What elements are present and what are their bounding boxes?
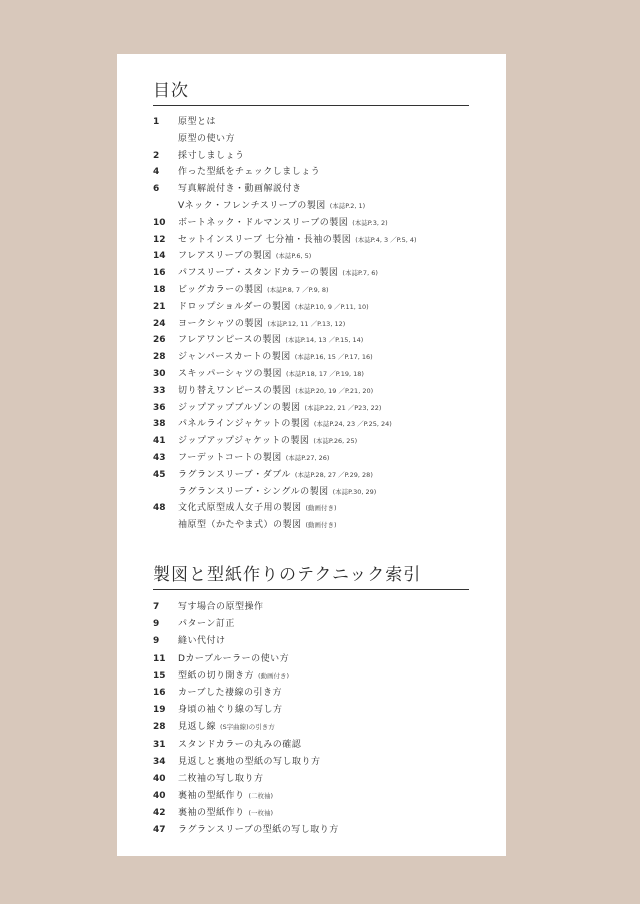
entry-reference: (動画付き) [258, 671, 290, 680]
toc-entry [153, 215, 469, 232]
index-entry [153, 685, 469, 702]
page-number: 30 [153, 368, 166, 379]
toc-entry [153, 450, 469, 467]
page-number [153, 198, 178, 215]
page-number: 24 [153, 318, 166, 329]
page-number [153, 517, 178, 534]
page-number: 45 [153, 469, 166, 480]
toc-entry [153, 248, 469, 265]
index-entry [153, 616, 469, 633]
toc-entry [153, 148, 469, 165]
entry-title: 写真解説付き・動画解説付き [178, 184, 302, 195]
entry-title: 採寸しましょう [178, 150, 245, 161]
page-number: 48 [153, 503, 166, 514]
entry-title: 袖原型（かたやま式）の製図 [178, 520, 302, 531]
page-number: 12 [153, 234, 166, 245]
entry-reference: (本誌P.22, 21 ／P23, 22) [304, 403, 382, 412]
entry-title: 身頃の袖ぐり線の写し方 [178, 705, 283, 716]
entry-reference: (本誌P.4, 3 ／P.5, 4) [355, 235, 417, 244]
entry-title: パネルラインジャケットの製図 [178, 419, 310, 430]
toc-title: 目次 [153, 76, 469, 106]
toc-entry [153, 164, 469, 181]
entry-reference: (本誌P.3, 2) [352, 218, 388, 227]
entry-title: ジップアップブルゾンの製図 [178, 402, 301, 413]
entry-reference: (本誌P.6, 5) [275, 252, 312, 261]
page-number: 9 [153, 636, 160, 647]
entry-reference: (一枚袖) [248, 809, 274, 818]
toc-entry [153, 500, 469, 517]
entry-reference: (本誌P.16, 15 ／P.17, 16) [294, 353, 373, 362]
toc-entry [153, 282, 469, 299]
page-number: 36 [153, 402, 166, 413]
entry-title: スタンドカラーの丸みの確認 [178, 739, 302, 750]
entry-reference: (本誌P.30, 29) [332, 487, 377, 496]
page-number: 28 [153, 352, 166, 363]
toc-list [153, 114, 469, 534]
index-list [153, 599, 469, 840]
entry-title: フーデットコートの製図 [178, 452, 282, 463]
entry-reference: (本誌P.2, 1) [329, 201, 366, 210]
entry-title: 裏袖の型紙作り [178, 808, 245, 819]
entry-reference: (二枚袖) [248, 792, 274, 801]
index-entry [153, 668, 469, 685]
entry-title: ラグランスリーブ・ダブル [178, 469, 291, 480]
entry-reference: (本誌P.14, 13 ／P.15, 14) [285, 336, 364, 345]
page-number: 4 [153, 167, 160, 178]
toc-entry [153, 181, 469, 198]
entry-reference: (本誌P.20, 19 ／P.21, 20) [295, 386, 374, 395]
index-entry [153, 754, 469, 771]
entry-title: 見返し線 [178, 722, 217, 733]
index-entry [153, 651, 469, 668]
page-number: 19 [153, 705, 166, 716]
entry-title: 原型の使い方 [178, 133, 236, 144]
entry-title: 二枚袖の写し取り方 [178, 773, 264, 784]
page-number: 38 [153, 419, 166, 430]
entry-title: フレアスリーブの製図 [178, 251, 272, 262]
page-number: 43 [153, 452, 166, 463]
entry-title: Dカーブルーラーの使い方 [178, 653, 290, 664]
toc-entry [153, 198, 469, 215]
page-number: 47 [153, 825, 166, 836]
entry-reference: (本誌P.8, 7 ／P.9, 8) [267, 285, 329, 294]
page-number: 34 [153, 756, 166, 767]
document-page [117, 54, 506, 856]
entry-title: ドロップショルダーの製図 [178, 301, 291, 312]
toc-entry [153, 416, 469, 433]
entry-title: ジップアップジャケットの製図 [178, 436, 310, 447]
page-number: 16 [153, 687, 166, 698]
page-number: 40 [153, 773, 166, 784]
entry-title: Vネック・フレンチスリーブの製図 [178, 200, 326, 211]
page-number: 14 [153, 251, 166, 262]
entry-title: 型紙の切り開き方 [178, 670, 255, 681]
page-number: 2 [153, 150, 160, 161]
page-number: 1 [153, 117, 160, 127]
toc-entry [153, 131, 469, 148]
index-title: 製図と型紙作りのテクニック索引 [153, 560, 469, 590]
entry-reference: (本誌P.28, 27 ／P.29, 28) [294, 470, 373, 479]
page-number: 9 [153, 619, 160, 630]
entry-title: 写す場合の原型操作 [178, 602, 264, 612]
toc-section [153, 76, 469, 534]
entry-title: フレアワンピースの製図 [178, 335, 282, 346]
entry-title: 見返しと裏地の型紙の写し取り方 [178, 756, 321, 767]
toc-entry [153, 316, 469, 333]
entry-title: 切り替えワンピースの製図 [178, 385, 292, 396]
toc-entry [153, 349, 469, 366]
index-entry [153, 805, 469, 822]
page-number: 31 [153, 739, 166, 750]
page-number [153, 484, 178, 501]
entry-title: スキッパーシャツの製図 [178, 368, 282, 379]
toc-entry [153, 232, 469, 249]
page-number: 28 [153, 722, 166, 733]
entry-title: 文化式原型成人女子用の製図 [178, 503, 302, 514]
index-entry [153, 822, 469, 839]
toc-entry [153, 332, 469, 349]
index-entry [153, 737, 469, 754]
entry-title: セットインスリーブ 七分袖・長袖の製図 [178, 234, 352, 245]
entry-title: ラグランスリーブ・シングルの製図 [178, 486, 329, 497]
page-number: 15 [153, 670, 166, 681]
toc-entry [153, 517, 469, 534]
page-number: 11 [153, 653, 166, 664]
toc-entry [153, 400, 469, 417]
index-entry [153, 788, 469, 805]
index-entry [153, 599, 469, 616]
page-number: 18 [153, 284, 166, 295]
entry-reference: (本誌P.18, 17 ／P.19, 18) [285, 369, 364, 378]
page-number: 26 [153, 335, 166, 346]
page-number: 21 [153, 301, 166, 312]
page-number [153, 131, 178, 148]
index-section [153, 560, 469, 840]
entry-reference: (本誌P.24, 23 ／P.25, 24) [313, 420, 392, 429]
entry-title: パフスリーブ・スタンドカラーの製図 [178, 268, 339, 279]
page-number: 42 [153, 808, 166, 819]
entry-title: 縫い代付け [178, 636, 226, 647]
entry-title: 裏袖の型紙作り [178, 791, 245, 802]
entry-title: ビッグカラーの製図 [178, 284, 264, 295]
entry-title: ボートネック・ドルマンスリーブの製図 [178, 217, 349, 228]
entry-reference: (本誌P.7, 6) [342, 269, 378, 278]
entry-reference: (本誌P.10, 9 ／P.11, 10) [294, 302, 369, 311]
entry-title: パターン訂正 [178, 619, 235, 630]
toc-entry [153, 114, 469, 131]
page-number: 40 [153, 791, 166, 802]
toc-entry [153, 299, 469, 316]
toc-entry [153, 484, 469, 501]
index-entry [153, 633, 469, 650]
page-number: 16 [153, 268, 166, 279]
entry-title: 原型とは [178, 117, 217, 127]
entry-reference: (本誌P.27, 26) [285, 453, 330, 462]
page-number: 6 [153, 184, 160, 195]
toc-entry [153, 366, 469, 383]
toc-entry [153, 265, 469, 282]
index-entry [153, 719, 469, 736]
entry-title: ヨークシャツの製図 [178, 318, 264, 329]
toc-entry [153, 433, 469, 450]
index-entry [153, 702, 469, 719]
entry-title: ラグランスリーブの型紙の写し取り方 [178, 825, 339, 836]
page-number: 7 [153, 602, 160, 612]
entry-reference: (動画付き) [305, 521, 337, 530]
entry-reference: (本誌P.12, 11 ／P.13, 12) [267, 319, 346, 328]
entry-title: ジャンパースカートの製図 [178, 352, 291, 363]
page-number: 41 [153, 436, 166, 447]
page-number: 33 [153, 385, 166, 396]
entry-reference: (S字曲線)の引き方 [220, 723, 275, 732]
entry-title: 作った型紙をチェックしましょう [178, 167, 321, 178]
entry-reference: (本誌P.26, 25) [313, 437, 358, 446]
page-number: 10 [153, 217, 166, 228]
entry-reference: (動画付き) [305, 504, 337, 513]
index-entry [153, 771, 469, 788]
entry-title: カーブした褄線の引き方 [178, 687, 283, 698]
toc-entry [153, 383, 469, 400]
toc-entry [153, 467, 469, 484]
